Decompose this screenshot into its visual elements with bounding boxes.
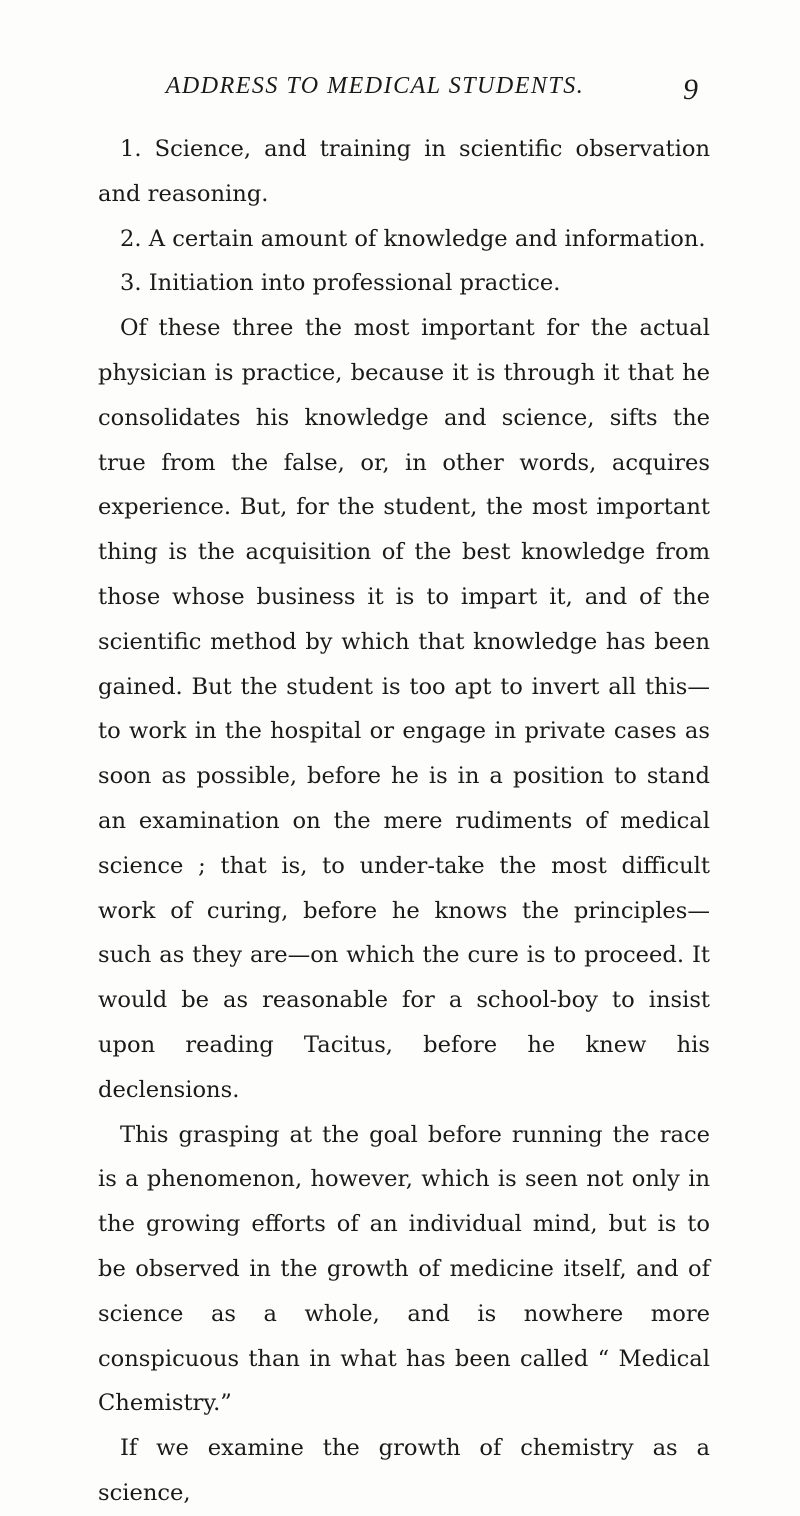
paragraph-importance-of-practice: Of these three the most important for the actual physician is practice, because it is through it that he consolidates his knowledge and science, sifts the true from the false, or, in other words, acquires experience. But, for the student, the most important thing is the acquisition of the best knowledge from those whose business it is to impart it, and of the scientific method by which that knowledge has been gained. But the student is too apt to invert all this—to work in the hospital or engage in private cases as soon as possible, before he is in a position to stand an examination on the mere rudiments of medical science ; that is, to under-take the most difficult work of curing, before he knows the principles—such as they are—on which the cure is to proceed. It would be as reasonable for a school-boy to insist upon reading Tacitus, before he knew his declensions.: [98, 315, 710, 1103]
running-header: [0, 66, 800, 106]
list-item-knowledge: 2. A certain amount of knowledge and information.: [120, 225, 706, 252]
paragraph-growth-of-chemistry: If we examine the growth of chemistry as a science,: [98, 1435, 710, 1506]
paragraph-grasping-at-goal: This grasping at the goal before running the race is a phenomenon, however, which is seen not only in the growing efforts of an individual mind, but is to be observed in the growth of medicine itself, and of science as a whole, and is nowhere more conspicuous than in what has been called “ Medical Chemistry.”: [98, 1121, 710, 1417]
page-number: 9: [683, 73, 698, 106]
list-item-science: 1. Science, and training in scientific observation and reasoning.: [98, 136, 710, 207]
body-text: [98, 127, 710, 1516]
running-title: ADDRESS TO MEDICAL STUDENTS.: [165, 73, 585, 99]
list-item-practice: 3. Initiation into professional practice.: [120, 270, 561, 297]
